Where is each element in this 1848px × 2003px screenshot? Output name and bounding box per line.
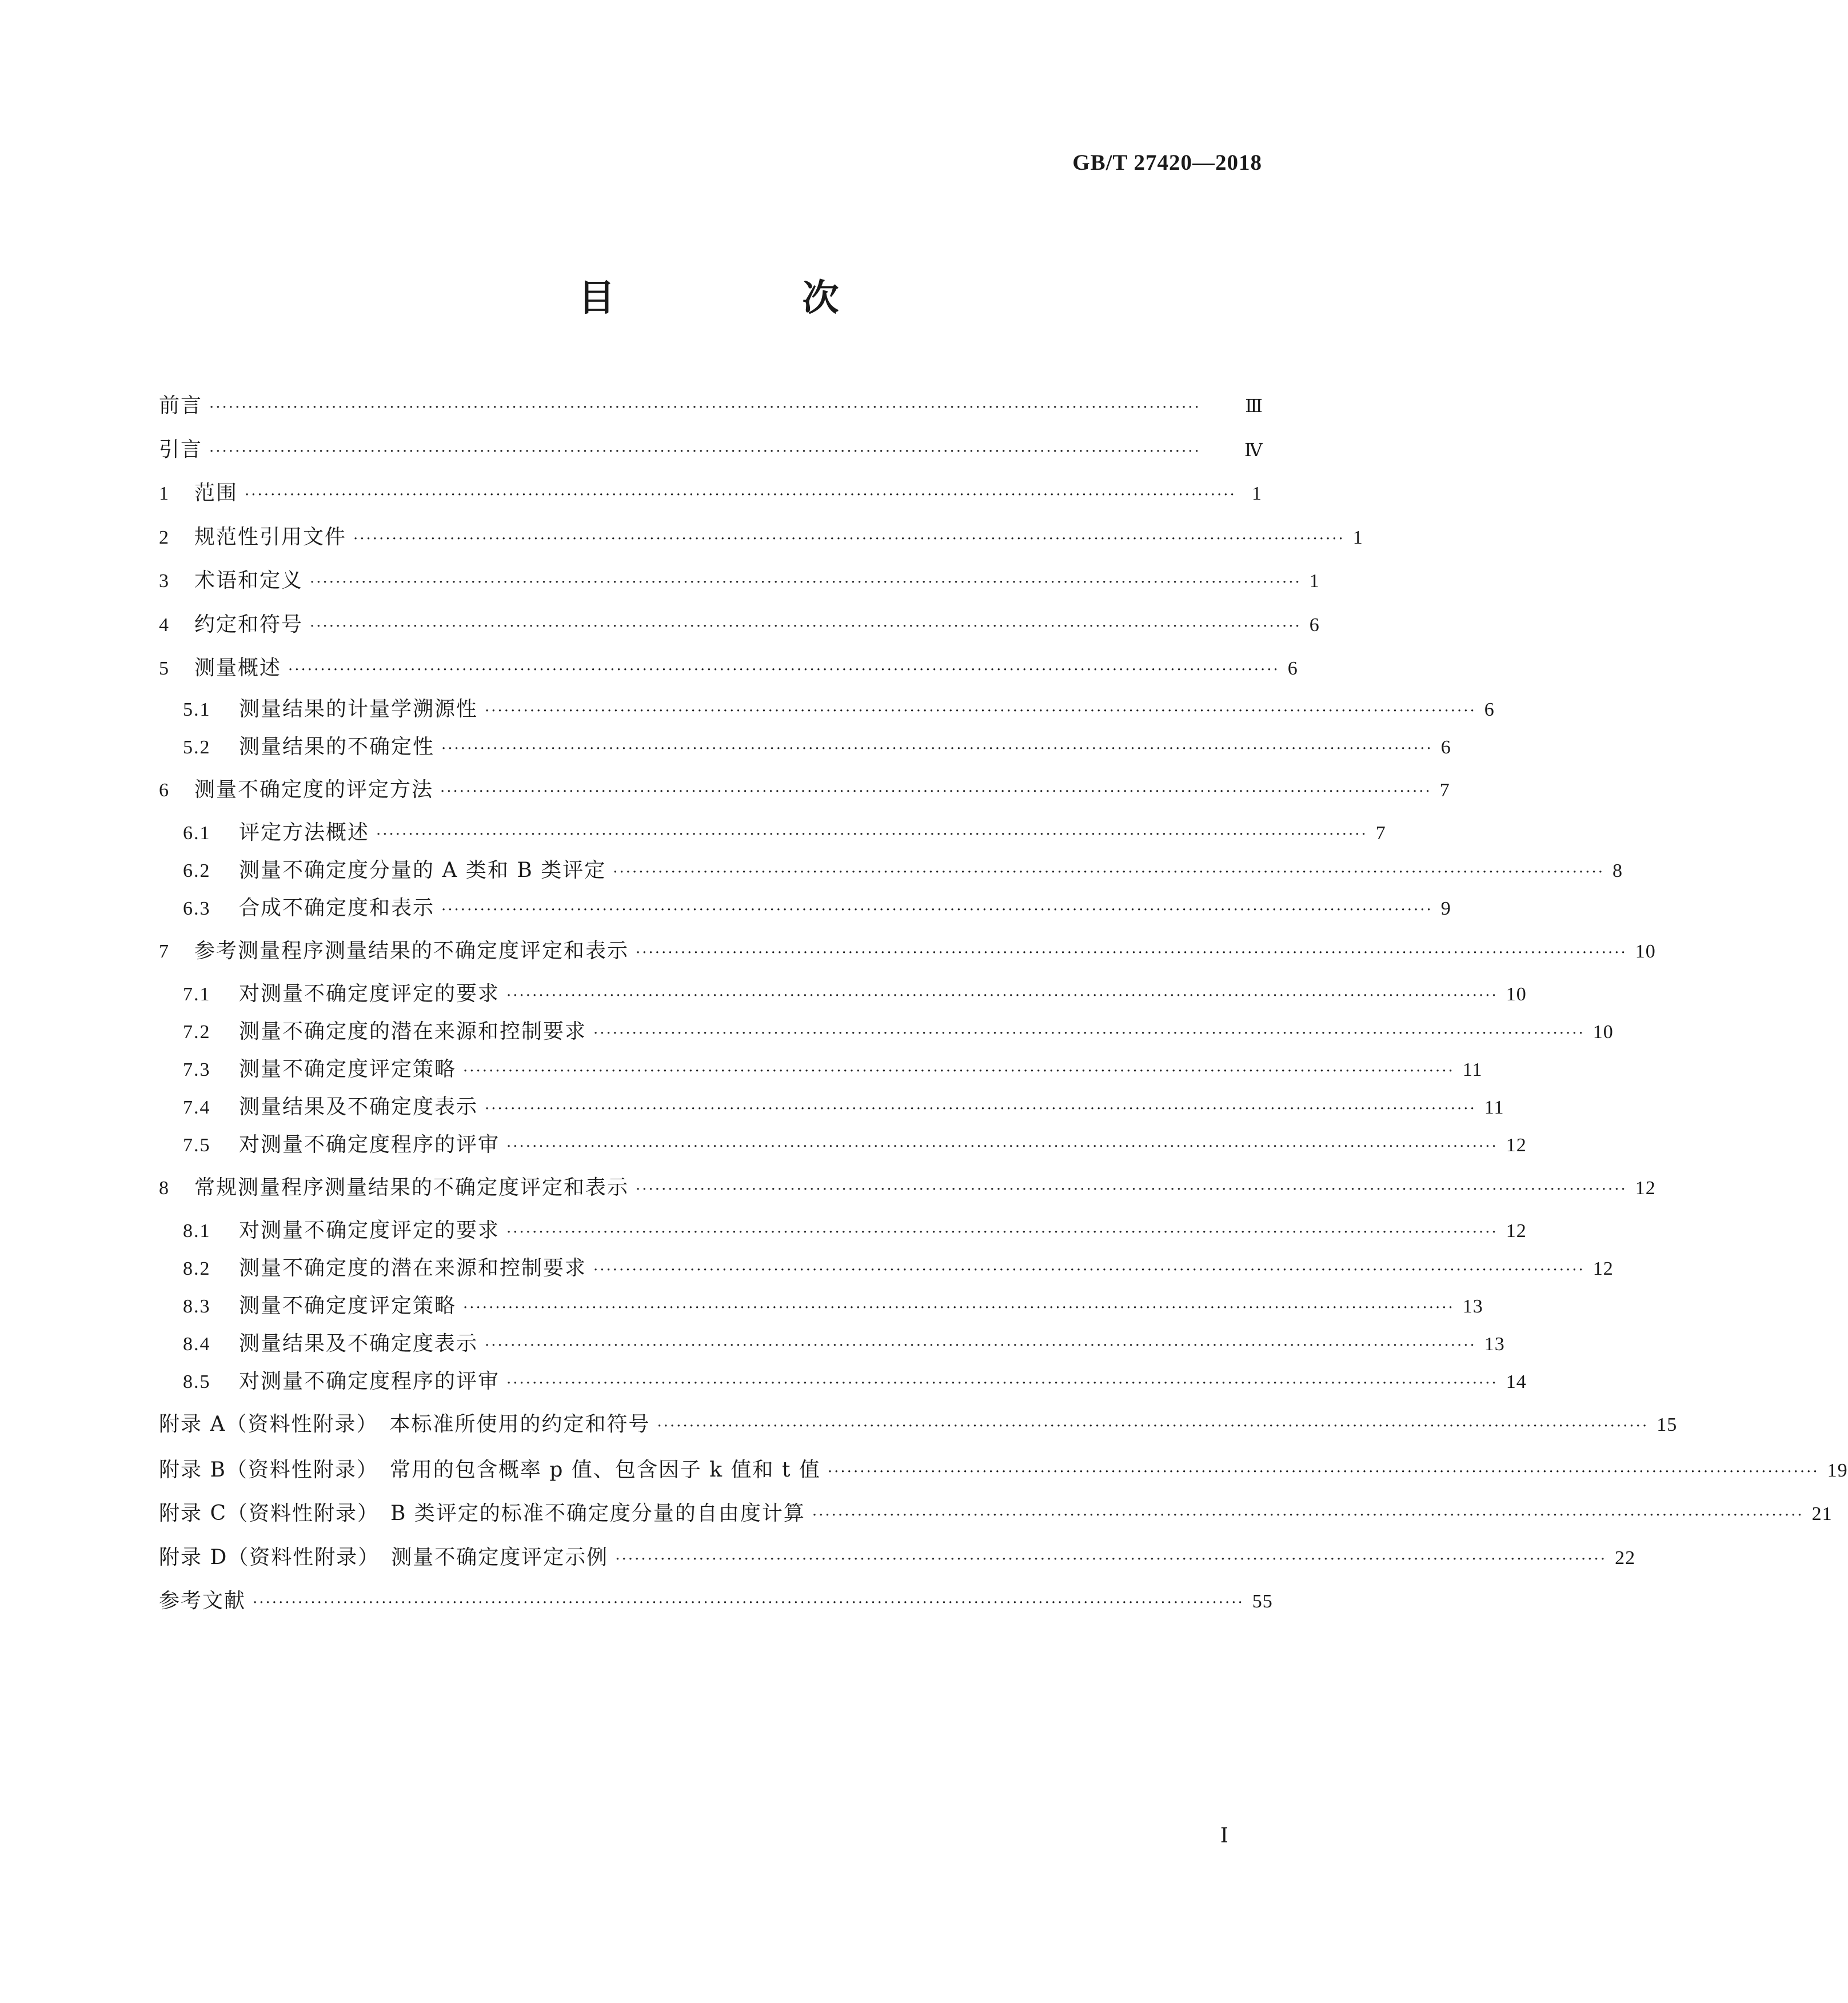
- toc-page-number: 10: [1635, 940, 1656, 962]
- toc-leader-dots: ··························································································································································: [485, 702, 1476, 720]
- toc-page-number: 22: [1615, 1547, 1636, 1569]
- toc-label: 对测量不确定度评定的要求: [239, 1218, 500, 1242]
- toc-label: 参考测量程序测量结果的不确定度评定和表示: [194, 939, 629, 963]
- toc-label: 测量不确定度的潜在来源和控制要求: [239, 1256, 587, 1280]
- standard-number: GB/T 27420—2018: [1072, 150, 1262, 175]
- toc-entry-annex-a[interactable]: [159, 1400, 1678, 1449]
- toc-page-number: 7: [1375, 822, 1386, 844]
- toc-section-number: 7.2: [183, 1021, 211, 1043]
- toc-page-number: 6: [1309, 614, 1320, 636]
- toc-leader-dots: ··························································································································································: [253, 1594, 1244, 1611]
- toc-entry-8-4[interactable]: [159, 1325, 1505, 1363]
- toc-label: 测量不确定度评定策略: [239, 1294, 457, 1318]
- toc-page-number: 12: [1506, 1220, 1527, 1242]
- toc-entry-7-2[interactable]: [159, 1013, 1614, 1051]
- toc-section-number: 6: [159, 779, 170, 801]
- toc-page-number: 1: [1252, 483, 1262, 504]
- toc-label: 测量概述: [194, 656, 282, 680]
- toc-entry-6-2[interactable]: [159, 852, 1623, 889]
- toc-section-number: 6.2: [183, 860, 211, 881]
- toc-section-number: 2: [159, 526, 170, 548]
- toc-leader-dots: ··························································································································································: [657, 1417, 1649, 1435]
- toc-entry-6-1[interactable]: [159, 814, 1386, 852]
- toc-section-number: 8.4: [183, 1333, 211, 1355]
- toc-label: 常规测量程序测量结果的不确定度评定和表示: [194, 1175, 629, 1199]
- toc-section-number: 6.1: [183, 822, 211, 844]
- toc-entry-8-5[interactable]: [159, 1363, 1527, 1400]
- toc-page-number: 7: [1439, 779, 1450, 801]
- toc-entry-8-2[interactable]: [159, 1250, 1614, 1287]
- toc-label: 测量不确定度的潜在来源和控制要求: [239, 1019, 587, 1043]
- toc-leader-dots: ··························································································································································: [506, 1138, 1498, 1155]
- toc-page-number: 1: [1352, 526, 1363, 548]
- toc-leader-dots: ··························································································································································: [485, 1336, 1476, 1354]
- toc-page-number: 15: [1657, 1414, 1678, 1435]
- toc-section-number: 5: [159, 658, 170, 679]
- toc-leader-dots: ··························································································································································: [463, 1299, 1455, 1316]
- toc-entry-5-2[interactable]: [159, 728, 1451, 766]
- toc-leader-dots: ··························································································································································: [615, 1550, 1607, 1568]
- toc-leader-dots: ··························································································································································: [209, 442, 1201, 460]
- toc-entry-3[interactable]: [159, 559, 1320, 603]
- table-of-contents: [159, 384, 1848, 1623]
- toc-label: 附录 A（资料性附录） 本标准所使用的约定和符号: [159, 1412, 650, 1436]
- toc-leader-dots: ··························································································································································: [310, 574, 1302, 591]
- toc-page-number: 8: [1612, 860, 1623, 881]
- toc-entry-bibliography[interactable]: [159, 1579, 1273, 1623]
- toc-entry-6[interactable]: [159, 766, 1450, 814]
- toc-section-number: 7.3: [183, 1059, 211, 1080]
- toc-leader-dots: ··························································································································································: [613, 863, 1604, 881]
- toc-section-number: 7: [159, 940, 170, 962]
- toc-entry-7-5[interactable]: [159, 1126, 1527, 1164]
- toc-label: 测量结果及不确定度表示: [239, 1331, 478, 1355]
- toc-label: 对测量不确定度程序的评审: [239, 1369, 500, 1393]
- toc-section-number: 7.5: [183, 1134, 211, 1156]
- toc-label: 对测量不确定度程序的评审: [239, 1132, 500, 1156]
- toc-leader-dots: ··························································································································································: [506, 1374, 1498, 1392]
- toc-leader-dots: ··························································································································································: [485, 1100, 1476, 1118]
- toc-section-number: 1: [159, 483, 170, 504]
- toc-page-number: 12: [1592, 1258, 1614, 1279]
- toc-page-number: 12: [1635, 1177, 1656, 1199]
- toc-label: 合成不确定度和表示: [239, 896, 435, 920]
- toc-entry-annex-d[interactable]: [159, 1536, 1636, 1580]
- toc-page-number: 13: [1462, 1295, 1483, 1317]
- toc-leader-dots: ··························································································································································: [506, 987, 1498, 1004]
- toc-leader-dots: ··························································································································································: [506, 1223, 1498, 1241]
- toc-entry-4[interactable]: [159, 603, 1320, 647]
- toc-entry-5-1[interactable]: [159, 691, 1495, 728]
- toc-page-number: 12: [1506, 1134, 1527, 1156]
- toc-label: 对测量不确定度评定的要求: [239, 981, 500, 1006]
- toc-section-number: 7.1: [183, 983, 211, 1005]
- toc-section-number: 4: [159, 614, 170, 636]
- toc-page-number: Ⅲ: [1245, 395, 1262, 417]
- toc-leader-dots: ··························································································································································: [288, 661, 1280, 679]
- toc-page-number: 55: [1252, 1591, 1273, 1612]
- toc-label: 附录 B（资料性附录） 常用的包含概率 p 值、包含因子 k 值和 t 值: [159, 1458, 821, 1482]
- toc-leader-dots: ··························································································································································: [353, 530, 1345, 548]
- toc-entry-8[interactable]: [159, 1164, 1656, 1212]
- toc-section-number: 8: [159, 1177, 170, 1199]
- toc-leader-dots: ··························································································································································: [440, 783, 1432, 800]
- toc-label: 附录 C（资料性附录） B 类评定的标准不确定度分量的自由度计算: [159, 1502, 805, 1525]
- toc-label: 测量结果及不确定度表示: [239, 1095, 478, 1119]
- toc-leader-dots: ··························································································································································: [636, 944, 1627, 961]
- toc-page-number: 9: [1440, 897, 1451, 919]
- toc-section-number: 8.5: [183, 1371, 211, 1392]
- toc-page-number: 10: [1592, 1021, 1614, 1043]
- toc-leader-dots: ··························································································································································: [463, 1062, 1455, 1080]
- toc-label: 范围: [194, 481, 238, 505]
- toc-entry-1[interactable]: [159, 472, 1262, 516]
- toc-label: 附录 D（资料性附录） 测量不确定度评定示例: [159, 1545, 609, 1569]
- toc-leader-dots: ··························································································································································: [593, 1261, 1585, 1279]
- page-folio: Ⅰ: [1220, 1824, 1228, 1847]
- toc-page-number: 11: [1484, 1096, 1504, 1118]
- toc-entry-annex-c[interactable]: [159, 1492, 1833, 1536]
- toc-page-number: 6: [1440, 736, 1451, 758]
- toc-label: 术语和定义: [194, 569, 304, 592]
- toc-entry-8-3[interactable]: [159, 1287, 1483, 1325]
- toc-page-number: 6: [1484, 699, 1495, 720]
- toc-page-number: 10: [1506, 983, 1527, 1005]
- toc-leader-dots: ··························································································································································: [245, 486, 1236, 504]
- toc-section-number: 5.1: [183, 699, 211, 720]
- toc-label: 引言: [159, 437, 203, 461]
- toc-page-number: 19: [1827, 1459, 1848, 1481]
- toc-label: 前言: [159, 394, 203, 417]
- toc-entry-7[interactable]: [159, 927, 1656, 975]
- toc-page-number: 1: [1309, 570, 1320, 592]
- toc-leader-dots: ··························································································································································: [441, 740, 1433, 757]
- toc-leader-dots: ··························································································································································: [310, 617, 1302, 635]
- toc-page-number: 14: [1506, 1371, 1527, 1392]
- toc-label: 约定和符号: [194, 612, 304, 636]
- toc-leader-dots: ··························································································································································: [441, 901, 1433, 919]
- toc-label: 测量不确定度分量的 A 类和 B 类评定: [239, 858, 606, 882]
- toc-leader-dots: ··························································································································································: [812, 1507, 1804, 1524]
- toc-section-number: 8.2: [183, 1258, 211, 1279]
- toc-leader-dots: ··························································································································································: [376, 825, 1368, 843]
- toc-label: 测量不确定度评定策略: [239, 1057, 457, 1081]
- toc-entry-6-3[interactable]: [159, 889, 1451, 927]
- toc-entry-8-1[interactable]: [159, 1212, 1527, 1250]
- toc-section-number: 3: [159, 570, 170, 592]
- toc-leader-dots: ··························································································································································: [209, 399, 1201, 416]
- toc-page-number: Ⅳ: [1244, 438, 1262, 461]
- toc-page-number: 11: [1462, 1059, 1483, 1080]
- toc-label: 测量不确定度的评定方法: [194, 777, 434, 801]
- toc-label: 测量结果的不确定性: [239, 735, 435, 759]
- toc-page-number: 13: [1484, 1333, 1505, 1355]
- toc-leader-dots: ··························································································································································: [636, 1180, 1627, 1198]
- toc-section-number: 7.4: [183, 1096, 211, 1118]
- toc-entry-annex-b[interactable]: [159, 1449, 1848, 1493]
- page-title: 目 次: [578, 277, 915, 320]
- toc-entry-7-1[interactable]: [159, 975, 1527, 1013]
- toc-section-number: 8.3: [183, 1295, 211, 1317]
- toc-section-number: 8.1: [183, 1220, 211, 1242]
- toc-entry-7-3[interactable]: [159, 1051, 1483, 1088]
- toc-page-number: 21: [1811, 1503, 1833, 1525]
- toc-entry-foreword[interactable]: [159, 384, 1262, 428]
- toc-label: 参考文献: [159, 1589, 246, 1613]
- toc-section-number: 5.2: [183, 736, 211, 758]
- toc-entry-2[interactable]: [159, 516, 1363, 560]
- toc-entry-5[interactable]: [159, 647, 1298, 691]
- toc-entry-7-4[interactable]: [159, 1088, 1504, 1126]
- toc-entry-introduction[interactable]: [159, 428, 1262, 472]
- toc-label: 评定方法概述: [239, 820, 370, 844]
- toc-leader-dots: ··························································································································································: [827, 1463, 1819, 1481]
- toc-label: 规范性引用文件: [194, 525, 347, 549]
- toc-leader-dots: ··························································································································································: [593, 1024, 1585, 1042]
- toc-label: 测量结果的计量学溯源性: [239, 697, 478, 721]
- toc-page-number: 6: [1287, 658, 1298, 679]
- toc-section-number: 6.3: [183, 897, 211, 919]
